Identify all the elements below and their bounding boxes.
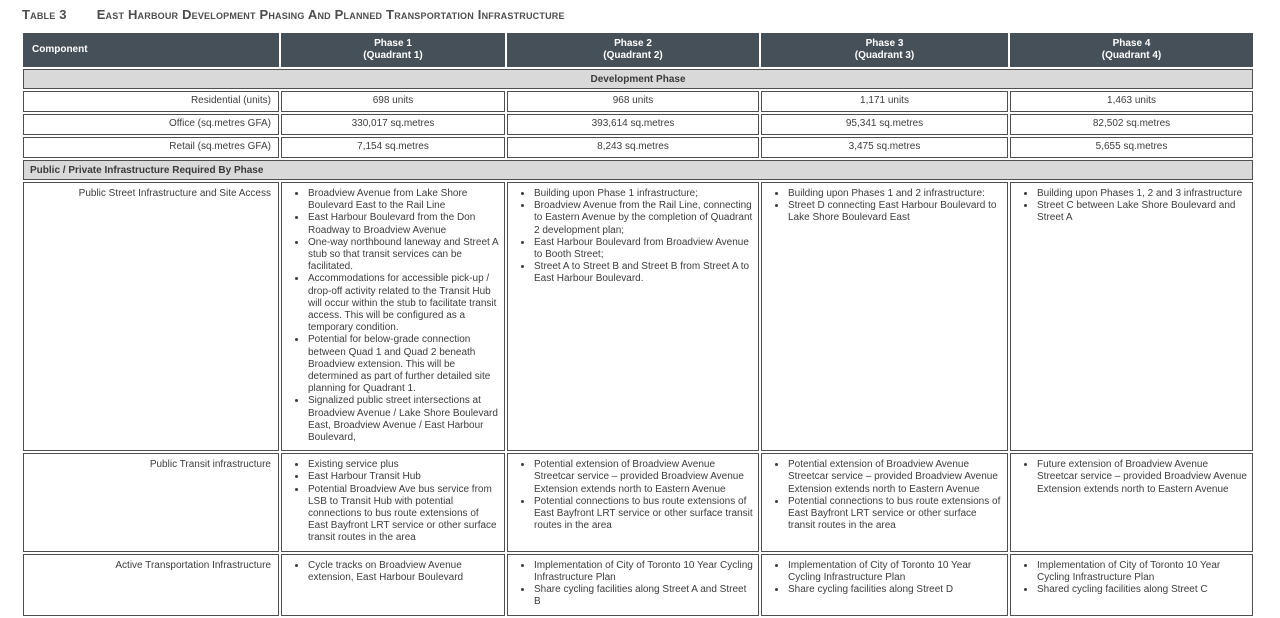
bullet-item: • Potential for below-grade connection between Quad 1 and Quad 2 beneath Broadview extension. This will be determined as part of further detailed site planning for Quadrant 1. xyxy=(307,334,500,395)
bullet-cell xyxy=(507,453,759,551)
phase-1-sublabel: (Quadrant 1) xyxy=(363,50,423,61)
bullet-item: • One-way northbound laneway and Street A stub so that transit services can be facilitated. xyxy=(307,237,500,274)
bullet-item: • Potential connections to bus route extensions of East Bayfront LRT service or other surface transit routes in the area xyxy=(787,496,1003,533)
bullet-list xyxy=(762,188,1003,225)
bullet-list xyxy=(282,188,500,444)
bullet-list xyxy=(762,459,1003,532)
bullet-item: • Existing service plus xyxy=(307,459,500,471)
phase-4-sublabel: (Quadrant 4) xyxy=(1101,50,1162,61)
document-title xyxy=(22,7,1280,22)
bullet-item: • East Harbour Transit Hub xyxy=(307,471,500,483)
value-cell: 5,655 sq.metres xyxy=(1010,137,1253,158)
column-header-phase-2 xyxy=(507,33,759,67)
bullet-item: • Share cycling facilities along Street A and Street B xyxy=(533,584,754,608)
bullet-list xyxy=(1011,459,1248,496)
value-cell: 330,017 sq.metres xyxy=(281,114,505,135)
phase-1-label: Phase 1 xyxy=(374,38,412,49)
row-label: Office (sq.metres GFA) xyxy=(23,114,279,135)
section-band-row xyxy=(23,69,1253,89)
column-header-phase-4 xyxy=(1010,33,1253,67)
bullet-item: • Future extension of Broadview Avenue Streetcar service – provided Broadview Avenue Extension extends north to Eastern Avenue xyxy=(1036,459,1248,496)
bullet-cell xyxy=(281,554,505,616)
phase-2-sublabel: (Quadrant 2) xyxy=(603,50,663,61)
phasing-table xyxy=(21,31,1255,618)
value-cell: 393,614 sq.metres xyxy=(507,114,759,135)
table-row xyxy=(23,453,1253,551)
row-label: Active Transportation Infrastructure xyxy=(23,554,279,616)
table-row xyxy=(23,91,1253,112)
table-number-label: Table 3 xyxy=(22,7,67,22)
bullet-item: • Street D connecting East Harbour Boulevard to Lake Shore Boulevard East xyxy=(787,200,1003,224)
table-row xyxy=(23,137,1253,158)
value-cell: 968 units xyxy=(507,91,759,112)
bullet-item: • Implementation of City of Toronto 10 Year Cycling Infrastructure Plan xyxy=(1036,560,1248,584)
value-cell: 1,463 units xyxy=(1010,91,1253,112)
bullet-item: • Building upon Phases 1 and 2 infrastructure: xyxy=(787,188,1003,200)
value-cell: 1,171 units xyxy=(761,91,1008,112)
bullet-cell xyxy=(281,453,505,551)
value-cell: 95,341 sq.metres xyxy=(761,114,1008,135)
section-title: Public / Private Infrastructure Required By Phase xyxy=(23,160,1253,180)
bullet-list xyxy=(1011,560,1248,597)
bullet-item: • Potential extension of Broadview Avenue Streetcar service – provided Broadview Avenue Extension extends north to Eastern Avenue xyxy=(533,459,754,496)
bullet-item: • Share cycling facilities along Street D xyxy=(787,584,1003,596)
row-label: Public Street Infrastructure and Site Access xyxy=(23,182,279,451)
bullet-list xyxy=(508,560,754,609)
page-title: East Harbour Development Phasing And Planned Transportation Infrastructure xyxy=(96,7,565,22)
bullet-item: • Broadview Avenue from Lake Shore Boulevard East to the Rail Line xyxy=(307,188,500,212)
bullet-list xyxy=(508,188,754,286)
bullet-item: • Implementation of City of Toronto 10 Year Cycling Infrastructure Plan xyxy=(533,560,754,584)
bullet-list xyxy=(762,560,1003,597)
value-cell: 7,154 sq.metres xyxy=(281,137,505,158)
header-row xyxy=(23,33,1253,67)
value-cell: 698 units xyxy=(281,91,505,112)
bullet-item: • Street C between Lake Shore Boulevard and Street A xyxy=(1036,200,1248,224)
bullet-item: • Building upon Phase 1 infrastructure; xyxy=(533,188,754,200)
bullet-item: • Potential connections to bus route extensions of East Bayfront LRT service or other surface transit routes in the area xyxy=(533,496,754,533)
value-cell: 8,243 sq.metres xyxy=(507,137,759,158)
row-label: Retail (sq.metres GFA) xyxy=(23,137,279,158)
bullet-item: • Potential extension of Broadview Avenue Streetcar service – provided Broadview Avenue Extension extends north to Eastern Avenue xyxy=(787,459,1003,496)
bullet-item: • Cycle tracks on Broadview Avenue extension, East Harbour Boulevard xyxy=(307,560,500,584)
phase-4-label: Phase 4 xyxy=(1112,38,1151,49)
column-header-phase-1 xyxy=(281,33,505,67)
phase-2-label: Phase 2 xyxy=(614,38,652,49)
bullet-item: • Signalized public street intersections at Broadview Avenue / Lake Shore Boulevard East, Broadview Avenue / East Harbour Boulevard, xyxy=(307,395,500,444)
value-cell: 82,502 sq.metres xyxy=(1010,114,1253,135)
table-body xyxy=(23,69,1253,616)
bullet-list xyxy=(282,560,500,584)
phase-3-sublabel: (Quadrant 3) xyxy=(854,50,915,61)
bullet-list xyxy=(508,459,754,532)
bullet-cell xyxy=(281,182,505,451)
row-label: Residential (units) xyxy=(23,91,279,112)
bullet-cell xyxy=(507,554,759,616)
bullet-list xyxy=(1011,188,1248,225)
column-header-component: Component xyxy=(23,33,279,67)
table-row xyxy=(23,554,1253,616)
bullet-cell xyxy=(761,453,1008,551)
bullet-cell xyxy=(507,182,759,451)
bullet-cell xyxy=(761,182,1008,451)
section-band-row xyxy=(23,160,1253,180)
bullet-item: • Potential Broadview Ave bus service from LSB to Transit Hub with potential connections to bus route extensions of East Bayfront LRT service or other surface transit routes in the area xyxy=(307,484,500,545)
bullet-cell xyxy=(1010,453,1253,551)
column-header-phase-3 xyxy=(761,33,1008,67)
bullet-item: • Building upon Phases 1, 2 and 3 infrastructure xyxy=(1036,188,1248,200)
phase-3-label: Phase 3 xyxy=(865,38,904,49)
bullet-item: • Broadview Avenue from the Rail Line, connecting to Eastern Avenue by the completion of Quadrant 2 development plan; xyxy=(533,200,754,237)
table-row xyxy=(23,114,1253,135)
bullet-item: • East Harbour Boulevard from Broadview Avenue to Booth Street; xyxy=(533,237,754,261)
bullet-cell xyxy=(1010,554,1253,616)
bullet-item: • Accommodations for accessible pick-up / drop-off activity related to the Transit Hub will occur within the stub to facilitate transit access. This will be configured as a temporary condition. xyxy=(307,273,500,334)
bullet-item: • East Harbour Boulevard from the Don Roadway to Broadview Avenue xyxy=(307,212,500,236)
bullet-item: • Shared cycling facilities along Street C xyxy=(1036,584,1248,596)
bullet-list xyxy=(282,459,500,544)
bullet-cell xyxy=(761,554,1008,616)
table-header xyxy=(23,33,1253,67)
bullet-item: • Street A to Street B and Street B from Street A to East Harbour Boulevard. xyxy=(533,261,754,285)
value-cell: 3,475 sq.metres xyxy=(761,137,1008,158)
bullet-cell xyxy=(1010,182,1253,451)
bullet-item: • Implementation of City of Toronto 10 Year Cycling Infrastructure Plan xyxy=(787,560,1003,584)
table-row xyxy=(23,182,1253,451)
row-label: Public Transit infrastructure xyxy=(23,453,279,551)
section-title: Development Phase xyxy=(23,69,1253,89)
